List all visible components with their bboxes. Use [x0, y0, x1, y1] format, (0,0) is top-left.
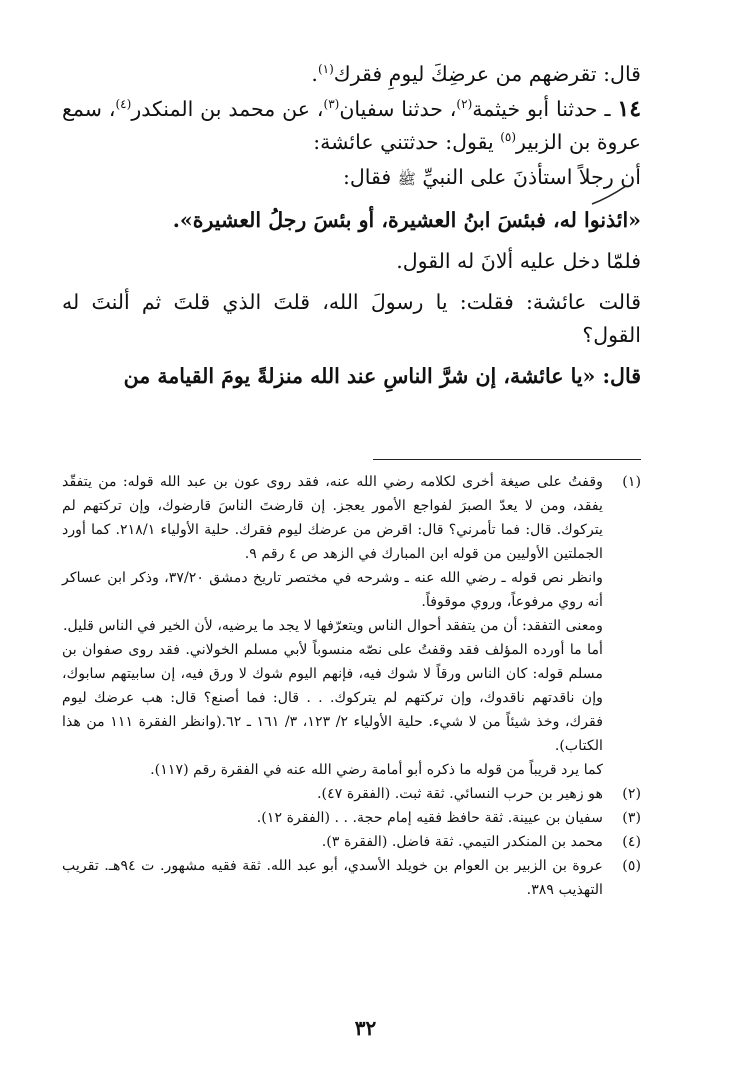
footnote-ref-1[interactable]: (١) — [317, 62, 334, 77]
footnote-number: (٣) — [622, 810, 641, 826]
paragraph-5: فلمّا دخل عليه ألانَ له القول. — [396, 249, 641, 273]
footnote-5: (٥) عروة بن الزبير بن العوام بن خويلد الأسدي، أبو عبد الله. ثقة فقيه مشهور. ت ٩٤هـ. تقريب التهذيب ٣٨٩. — [62, 854, 641, 902]
footnote-divider — [373, 459, 641, 460]
paragraph-4: «ائذنوا له، فبئسَ ابنُ العشيرة، أو بئسَ رجلُ العشيرة». — [172, 208, 641, 232]
footnote-ref-2[interactable]: (٢) — [456, 97, 473, 112]
pen-mark-icon — [590, 180, 630, 210]
paragraph-3: أن رجلاً استأذنَ على النبيِّ ﷺ فقال: — [343, 165, 641, 189]
footnote-number: (٢) — [622, 786, 641, 802]
footnote-1: (١) وقفتُ على صيغة أخرى لكلامه رضي الله عنه، فقد روى عون بن عبد الله قوله: من يتفقّد يفقد، ومن لا يعدّ الصبرَ لفواجع الأمور يعجز. إن قارضتَ الناسَ قارضوك، وإن تركتهم لم يتركوك. قال: فما تأمرني؟ قال: اقرض من عرضك ليوم فقرك. حلية الأولياء ٢١٨/١. كما أورد الجملتين الأوليين من قوله ابن المبارك في الزهد ص ٤ رقم ٩. وانظر نص قوله ـ رضي الله عنه ـ وشرحه في مختصر تاريخ دمشق ٣٧/٢٠، وذكر ابن عساكر أنه روي مرفوعاً، وروي موقوفاً. ومعنى التفقد: أن من يتفقد أحوال الناس ويتعرّفها لا يجد ما يرضيه، لأن الخير في الناس قليل. أما ما أورده المؤلف فقد وقفتُ على نصّه منسوباً لأبي مسلم الخولاني. فقد روى صفوان بن مسلم قوله: كان الناس ورقاً لا شوك فيه، فإنهم اليوم شوك لا ورق فيه، إن سابيتهم سابوك، وإن ناقدتهم ناقدوك، وإن تركتهم لم يتركوك. . . قال: فما أصنع؟ قال: هب عرضك ليوم فقرك، وخذ شيئاً من لا شيء. حلية الأولياء ٢/ ١٢٣، ٣/ ١٦١ ـ ٦٢.(وانظر الفقرة ١١١ من هذا الكتاب). كما يرد قريباً من قوله ما ذكره أبو أمامة رضي الله عنه في الفقرة رقم (١١٧). — [62, 470, 641, 782]
main-text — [62, 58, 641, 401]
footnote-ref-5[interactable]: (٥) — [500, 130, 517, 145]
hadith-14-isnad: ١٤ ـ حدثنا أبو خيثمة$^{(٢)}$، حدثنا سفيان$^{(٣)}$، عن محمد بن المنكدر$^{(٤)}$، سمع عروة بن الزبير$^{(٥)}$ يقول: حدثتني عائشة: — [62, 96, 642, 154]
footnote-3: (٣) سفيان بن عيينة. ثقة حافظ فقيه إمام حجة. . . (الفقرة ١٢). — [62, 806, 641, 830]
footnote-number: (٤) — [622, 834, 641, 850]
footnote-ref-4[interactable]: (٤) — [115, 97, 132, 112]
footnote-2: (٢) هو زهير بن حرب النسائي. ثقة ثبت. (الفقرة ٤٧). — [62, 782, 641, 806]
footnote-ref-3[interactable]: (٣) — [323, 97, 340, 112]
paragraph-6: قالت عائشة: فقلت: يا رسولَ الله، قلتَ الذي قلتَ ثم ألنتَ له القول؟ — [62, 290, 641, 347]
salutation-glyph: ﷺ — [397, 170, 416, 188]
footnote-4: (٤) محمد بن المنكدر التيمي. ثقة فاضل. (الفقرة ٣). — [62, 830, 641, 854]
paragraph-7: قال: «يا عائشة، إن شرَّ الناسِ عند الله منزلةً يومَ القيامة من — [123, 364, 641, 388]
hadith-number: ١٤ — [617, 96, 642, 122]
footnotes — [62, 470, 641, 902]
paragraph-1: قال: تقرضهم من عرضِكَ ليومِ فقرك$^{(١)}$. — [311, 62, 641, 86]
page-number: ٣٢ — [354, 1016, 377, 1040]
footnote-number: (١) — [622, 474, 641, 490]
footnote-number: (٥) — [622, 858, 641, 874]
